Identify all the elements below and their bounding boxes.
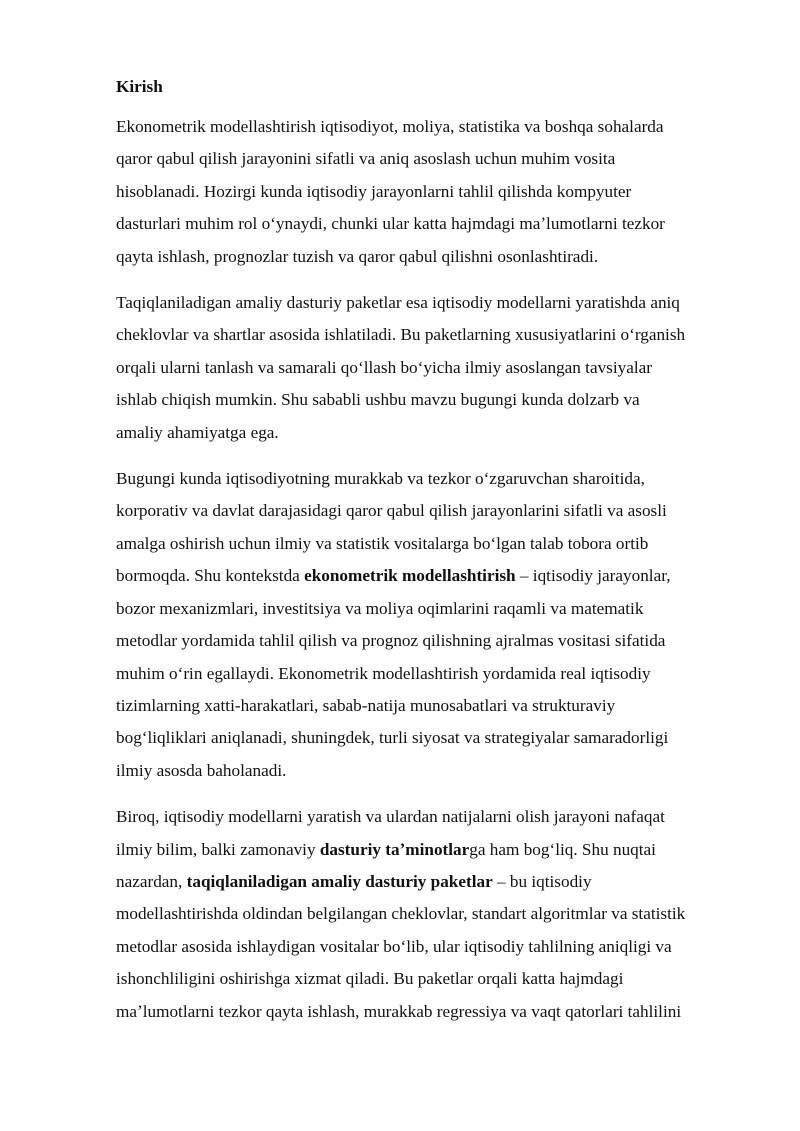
bold-term: dasturiy taʼminotlar bbox=[319, 839, 470, 859]
paragraph-line: Bugungi kunda iqtisodiyotning murakkab va tezkor oʻzgaruvchan sharoitida, bbox=[116, 469, 645, 489]
paragraph-line: ishlab chiqish mumkin. Shu sababli ushbu mavzu bugungi kunda dolzarb va bbox=[116, 390, 640, 410]
paragraph-line: bormoqda. Shu kontekstda ekonometrik modellashtirish – iqtisodiy jarayonlar, bbox=[116, 566, 671, 586]
paragraph-line: nazardan, taqiqlaniladigan amaliy dasturiy paketlar – bu iqtisodiy bbox=[116, 871, 592, 891]
paragraph-line: dasturlari muhim rol oʻynaydi, chunki ular katta hajmdagi maʼlumotlarni tezkor bbox=[116, 214, 665, 234]
paragraph-line: Ekonometrik modellashtirish iqtisodiyot, moliya, statistika va boshqa sohalarda bbox=[116, 117, 664, 136]
paragraph-4 bbox=[116, 801, 746, 1028]
paragraph-line: orqali ularni tanlash va samarali qoʻllash boʻyicha ilmiy asoslangan tavsiyalar bbox=[116, 357, 652, 377]
paragraph-line: bogʻliqliklari aniqlanadi, shuningdek, turli siyosat va strategiyalar samaradorligi bbox=[116, 728, 669, 748]
paragraph-line: metodlar asosida ishlaydigan vositalar boʻlib, ular iqtisodiy tahlilning aniqligi va bbox=[116, 936, 672, 956]
paragraph-line: cheklovlar va shartlar asosida ishlatiladi. Bu paketlarning xususiyatlarini oʻrganish bbox=[116, 325, 686, 345]
paragraph-line: Taqiqlaniladigan amaliy dasturiy paketlar esa iqtisodiy modellarni yaratishda aniq bbox=[116, 293, 680, 313]
paragraph-line: tizimlarning xatti-harakatlari, sabab-natija munosabatlari va strukturaviy bbox=[116, 695, 616, 715]
paragraph-line: Biroq, iqtisodiy modellarni yaratish va ulardan natijalarni olish jarayoni nafaqat bbox=[116, 807, 665, 827]
paragraph-line: muhim oʻrin egallaydi. Ekonometrik modellashtirish yordamida real iqtisodiy bbox=[116, 663, 651, 683]
paragraph-line: ishonchliligini oshirishga xizmat qiladi. Bu paketlar orqali katta hajmdagi bbox=[116, 969, 624, 989]
paragraph-line: hisoblanadi. Hozirgi kunda iqtisodiy jarayonlarni tahlil qilishda kompyuter bbox=[116, 181, 632, 201]
paragraph-line: metodlar yordamida tahlil qilish va prognoz qilishning ajralmas vositasi sifatida bbox=[116, 631, 666, 651]
paragraph-line: ilmiy bilim, balki zamonaviy dasturiy taʼminotlarga ham bogʻliq. Shu nuqtai bbox=[116, 839, 656, 859]
section-heading: Kirish bbox=[116, 77, 163, 96]
paragraph-3 bbox=[116, 463, 746, 787]
paragraph-line: ilmiy asosda baholanadi. bbox=[116, 760, 287, 780]
document-body bbox=[116, 74, 746, 1028]
paragraph-line: amalga oshirish uchun ilmiy va statistik vositalarga boʻlgan talab tobora ortib bbox=[116, 533, 649, 553]
paragraph-line: qayta ishlash, prognozlar tuzish va qaror qabul qilishni osonlashtiradi. bbox=[116, 246, 599, 266]
paragraph-line: bozor mexanizmlari, investitsiya va moliya oqimlarini raqamli va matematik bbox=[116, 598, 644, 618]
paragraph-line: amaliy ahamiyatga ega. bbox=[116, 422, 279, 442]
paragraph-1 bbox=[116, 111, 746, 273]
paragraph-line: modellashtirishda oldindan belgilangan cheklovlar, standart algoritmlar va statistik bbox=[116, 904, 686, 924]
bold-term: ekonometrik modellashtirish bbox=[304, 566, 516, 586]
paragraph-2 bbox=[116, 287, 746, 449]
bold-term: taqiqlaniladigan amaliy dasturiy paketlar bbox=[186, 871, 493, 891]
paragraph-line: maʼlumotlarni tezkor qayta ishlash, murakkab regressiya va vaqt qatorlari tahlilini bbox=[116, 1001, 682, 1021]
paragraph-line: qaror qabul qilish jarayonini sifatli va aniq asoslash uchun muhim vosita bbox=[116, 149, 616, 169]
paragraph-line: korporativ va davlat darajasidagi qaror qabul qilish jarayonlarini sifatli va asosli bbox=[116, 501, 667, 521]
